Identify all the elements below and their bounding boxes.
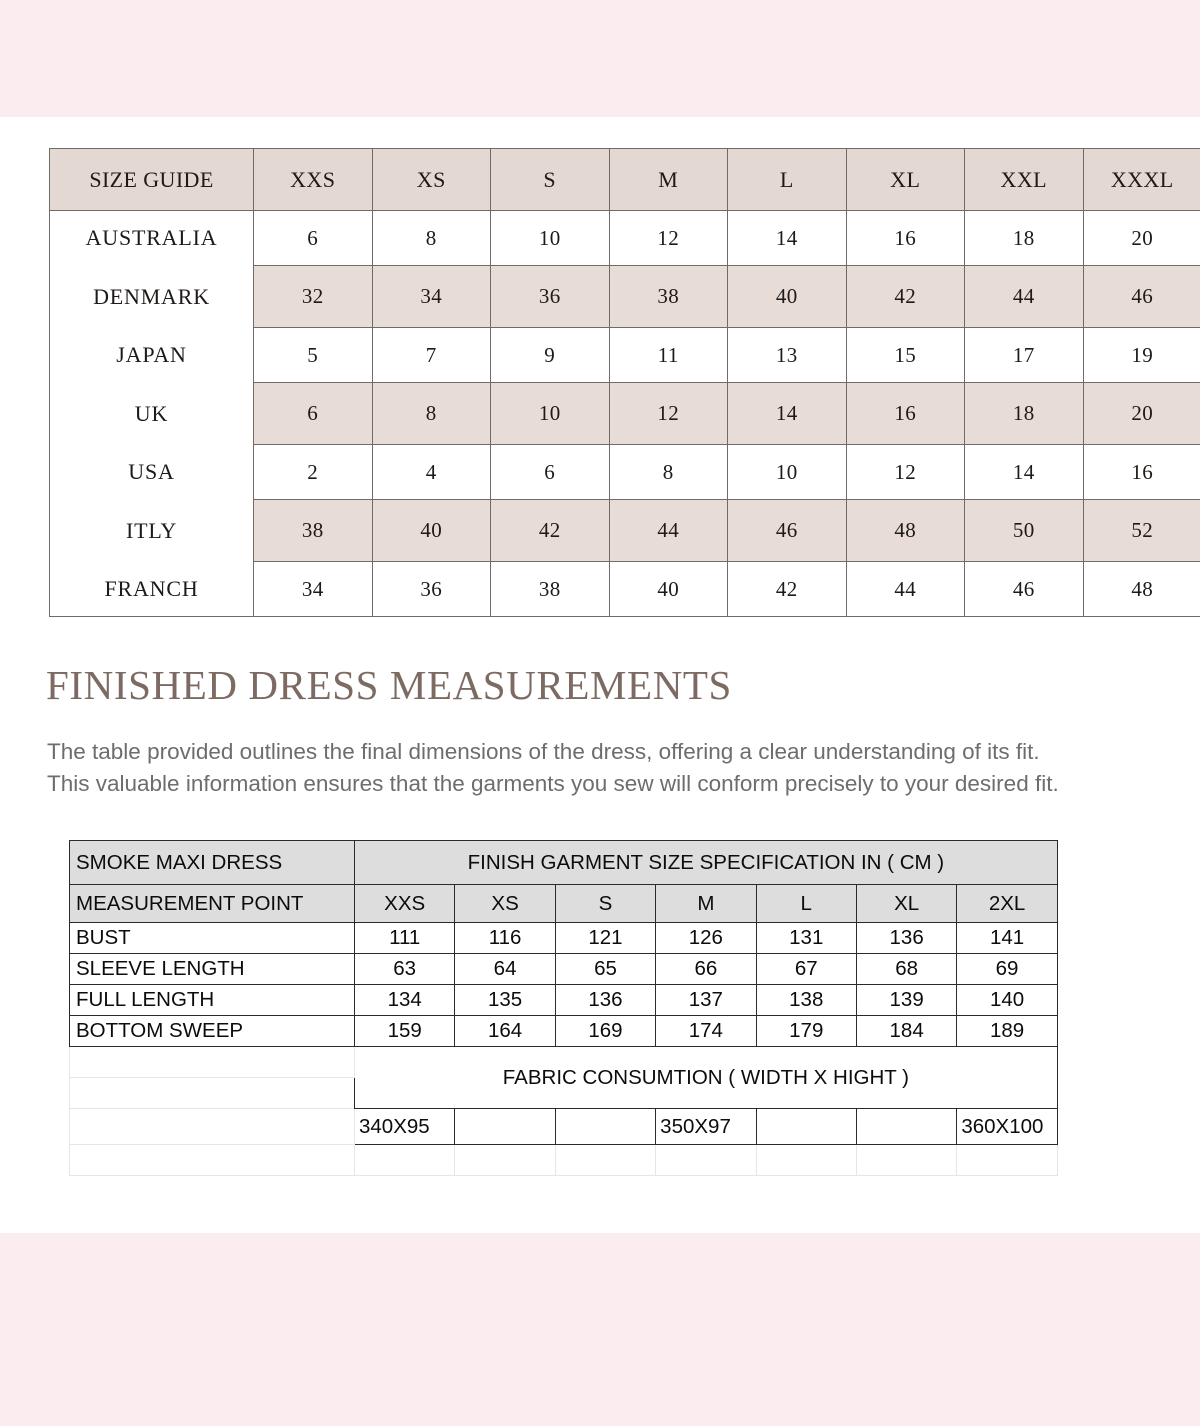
decorative-band-bottom <box>0 1233 1200 1426</box>
size-guide-value-cell: 6 <box>254 211 373 266</box>
blank-value-cell <box>555 1145 655 1176</box>
size-guide-size-header-l: L <box>728 149 847 211</box>
spec-measurement-value: 137 <box>656 985 756 1016</box>
spec-measurement-value: 67 <box>756 954 856 985</box>
size-guide-value-cell: 44 <box>965 266 1084 328</box>
size-guide-row <box>50 445 1200 500</box>
size-guide-value-cell: 46 <box>1083 266 1200 328</box>
size-guide-size-header-xl: XL <box>846 149 965 211</box>
size-guide-size-header-xxxl: XXXL <box>1083 149 1200 211</box>
fabric-banner-row <box>70 1047 1058 1078</box>
spec-measurement-value: 135 <box>455 985 555 1016</box>
spec-measurement-row <box>70 1016 1058 1047</box>
size-guide-value-cell: 46 <box>728 500 847 562</box>
size-guide-region-label: FRANCH <box>50 562 254 617</box>
spec-measurement-value: 126 <box>656 923 756 954</box>
spec-product-name: SMOKE MAXI DRESS <box>70 841 355 885</box>
spec-banner-label: FINISH GARMENT SIZE SPECIFICATION IN ( CM ) <box>355 841 1058 885</box>
spec-measurement-value: 121 <box>555 923 655 954</box>
size-guide-value-cell: 42 <box>491 500 610 562</box>
size-guide-row <box>50 211 1200 266</box>
size-guide-row <box>50 266 1200 328</box>
blank-value-cell <box>455 1145 555 1176</box>
spec-title-row <box>70 841 1058 885</box>
size-guide-value-cell: 50 <box>965 500 1084 562</box>
spec-measurement-label: BOTTOM SWEEP <box>70 1016 355 1047</box>
spec-measurement-value: 139 <box>856 985 956 1016</box>
size-guide-value-cell: 8 <box>372 383 491 445</box>
spec-measurement-value: 169 <box>555 1016 655 1047</box>
spec-measurement-value: 64 <box>455 954 555 985</box>
size-guide-value-cell: 12 <box>609 383 728 445</box>
spec-size-header-s: S <box>555 885 655 923</box>
size-guide-value-cell: 6 <box>254 383 373 445</box>
spec-measurement-value: 69 <box>957 954 1057 985</box>
size-guide-value-cell: 36 <box>491 266 610 328</box>
spec-size-header-xs: XS <box>455 885 555 923</box>
spec-measurement-value: 136 <box>856 923 956 954</box>
blank-label-cell <box>70 1047 355 1078</box>
size-guide-value-cell: 34 <box>372 266 491 328</box>
size-guide-value-cell: 42 <box>846 266 965 328</box>
blank-value-cell <box>856 1145 956 1176</box>
size-guide-value-cell: 10 <box>491 383 610 445</box>
size-guide-row <box>50 562 1200 617</box>
fabric-consumption-value: 360X100 <box>957 1109 1057 1145</box>
spec-measurement-label: BUST <box>70 923 355 954</box>
spec-measurement-value: 179 <box>756 1016 856 1047</box>
spec-size-header-row <box>70 885 1058 923</box>
size-guide-value-cell: 12 <box>609 211 728 266</box>
size-guide-size-header-s: S <box>491 149 610 211</box>
size-guide-value-cell: 48 <box>846 500 965 562</box>
size-guide-value-cell: 52 <box>1083 500 1200 562</box>
size-guide-value-cell: 16 <box>1083 445 1200 500</box>
size-guide-value-cell: 38 <box>609 266 728 328</box>
size-guide-corner-label: SIZE GUIDE <box>50 149 254 211</box>
size-guide-value-cell: 40 <box>609 562 728 617</box>
spec-measurement-value: 164 <box>455 1016 555 1047</box>
size-guide-value-cell: 5 <box>254 328 373 383</box>
size-guide-value-cell: 9 <box>491 328 610 383</box>
size-guide-value-cell: 44 <box>609 500 728 562</box>
spec-measurement-value: 184 <box>856 1016 956 1047</box>
blank-label-cell <box>70 1078 355 1109</box>
spec-measurement-value: 134 <box>355 985 455 1016</box>
spec-measurement-row <box>70 954 1058 985</box>
decorative-band-top <box>0 0 1200 117</box>
size-guide-value-cell: 34 <box>254 562 373 617</box>
spec-measurement-label: FULL LENGTH <box>70 985 355 1016</box>
spec-measurement-value: 66 <box>656 954 756 985</box>
spec-size-header-xxs: XXS <box>355 885 455 923</box>
size-guide-value-cell: 16 <box>846 211 965 266</box>
size-guide-value-cell: 36 <box>372 562 491 617</box>
size-guide-value-cell: 2 <box>254 445 373 500</box>
size-guide-region-label: UK <box>50 383 254 445</box>
size-guide-value-cell: 14 <box>728 383 847 445</box>
size-guide-size-header-xs: XS <box>372 149 491 211</box>
size-guide-value-cell: 8 <box>609 445 728 500</box>
size-guide-value-cell: 40 <box>728 266 847 328</box>
fabric-consumption-value <box>455 1109 555 1145</box>
size-guide-region-label: JAPAN <box>50 328 254 383</box>
size-guide-value-cell: 8 <box>372 211 491 266</box>
size-guide-region-label: USA <box>50 445 254 500</box>
size-guide-size-header-xxs: XXS <box>254 149 373 211</box>
spec-measurement-value: 141 <box>957 923 1057 954</box>
spec-measurement-value: 189 <box>957 1016 1057 1047</box>
size-guide-value-cell: 42 <box>728 562 847 617</box>
size-guide-value-cell: 11 <box>609 328 728 383</box>
size-guide-region-label: ITLY <box>50 500 254 562</box>
spec-measurement-value: 131 <box>756 923 856 954</box>
fabric-consumption-value <box>756 1109 856 1145</box>
blank-value-cell <box>756 1145 856 1176</box>
spec-size-header-m: M <box>656 885 756 923</box>
size-guide-value-cell: 4 <box>372 445 491 500</box>
size-guide-value-cell: 32 <box>254 266 373 328</box>
size-guide-value-cell: 15 <box>846 328 965 383</box>
paragraph-line-2: This valuable information ensures that the garments you sew will conform precisely to your desired fit. <box>47 771 1059 796</box>
size-guide-row <box>50 328 1200 383</box>
size-guide-value-cell: 40 <box>372 500 491 562</box>
finish-garment-spec-table <box>69 840 1058 1176</box>
size-guide-table-container <box>49 148 1174 617</box>
page-canvas <box>0 117 1200 1233</box>
spec-measurement-label: SLEEVE LENGTH <box>70 954 355 985</box>
size-guide-value-cell: 10 <box>491 211 610 266</box>
fabric-consumption-value: 350X97 <box>656 1109 756 1145</box>
size-guide-value-cell: 19 <box>1083 328 1200 383</box>
size-guide-region-label: DENMARK <box>50 266 254 328</box>
size-guide-value-cell: 14 <box>965 445 1084 500</box>
trailing-blank-row <box>70 1145 1058 1176</box>
size-guide-value-cell: 46 <box>965 562 1084 617</box>
size-guide-value-cell: 38 <box>491 562 610 617</box>
size-guide-value-cell: 7 <box>372 328 491 383</box>
fabric-consumption-banner: FABRIC CONSUMTION ( WIDTH X HIGHT ) <box>355 1047 1058 1109</box>
spec-measurement-value: 111 <box>355 923 455 954</box>
size-guide-value-cell: 48 <box>1083 562 1200 617</box>
finished-dress-measurements-heading: FINISHED DRESS MEASUREMENTS <box>46 662 732 708</box>
size-guide-size-header-xxl: XXL <box>965 149 1084 211</box>
finish-garment-spec-table-container <box>69 840 1057 1176</box>
spec-measurement-value: 63 <box>355 954 455 985</box>
fabric-values-row <box>70 1109 1058 1145</box>
spec-size-header-xl: XL <box>856 885 956 923</box>
spec-measurement-point-label: MEASUREMENT POINT <box>70 885 355 923</box>
size-guide-value-cell: 17 <box>965 328 1084 383</box>
spec-measurement-value: 140 <box>957 985 1057 1016</box>
blank-value-cell <box>656 1145 756 1176</box>
size-guide-value-cell: 6 <box>491 445 610 500</box>
spec-measurement-value: 68 <box>856 954 956 985</box>
size-guide-value-cell: 18 <box>965 211 1084 266</box>
fabric-consumption-value: 340X95 <box>355 1109 455 1145</box>
intro-paragraph <box>47 736 1162 800</box>
paragraph-line-1: The table provided outlines the final dimensions of the dress, offering a clear understanding of its fit. <box>47 739 1040 764</box>
spec-size-header-2xl: 2XL <box>957 885 1057 923</box>
fabric-consumption-value <box>555 1109 655 1145</box>
size-guide-size-header-m: M <box>609 149 728 211</box>
fabric-consumption-value <box>856 1109 956 1145</box>
size-guide-value-cell: 12 <box>846 445 965 500</box>
blank-value-cell <box>957 1145 1057 1176</box>
blank-value-cell <box>355 1145 455 1176</box>
size-guide-row <box>50 383 1200 445</box>
size-guide-row <box>50 500 1200 562</box>
spec-measurement-value: 159 <box>355 1016 455 1047</box>
blank-label-cell <box>70 1145 355 1176</box>
blank-label-cell <box>70 1109 355 1145</box>
spec-measurement-value: 116 <box>455 923 555 954</box>
spec-measurement-row <box>70 923 1058 954</box>
size-guide-value-cell: 18 <box>965 383 1084 445</box>
size-guide-region-label: AUSTRALIA <box>50 211 254 266</box>
size-guide-value-cell: 10 <box>728 445 847 500</box>
spec-measurement-value: 174 <box>656 1016 756 1047</box>
size-guide-value-cell: 38 <box>254 500 373 562</box>
spec-measurement-row <box>70 985 1058 1016</box>
size-guide-value-cell: 13 <box>728 328 847 383</box>
spec-measurement-value: 136 <box>555 985 655 1016</box>
spec-measurement-value: 65 <box>555 954 655 985</box>
spec-measurement-value: 138 <box>756 985 856 1016</box>
size-guide-value-cell: 16 <box>846 383 965 445</box>
spec-size-header-l: L <box>756 885 856 923</box>
size-guide-value-cell: 44 <box>846 562 965 617</box>
size-guide-table <box>49 148 1200 617</box>
size-guide-value-cell: 20 <box>1083 211 1200 266</box>
size-guide-value-cell: 20 <box>1083 383 1200 445</box>
size-guide-header-row <box>50 149 1200 211</box>
size-guide-value-cell: 14 <box>728 211 847 266</box>
